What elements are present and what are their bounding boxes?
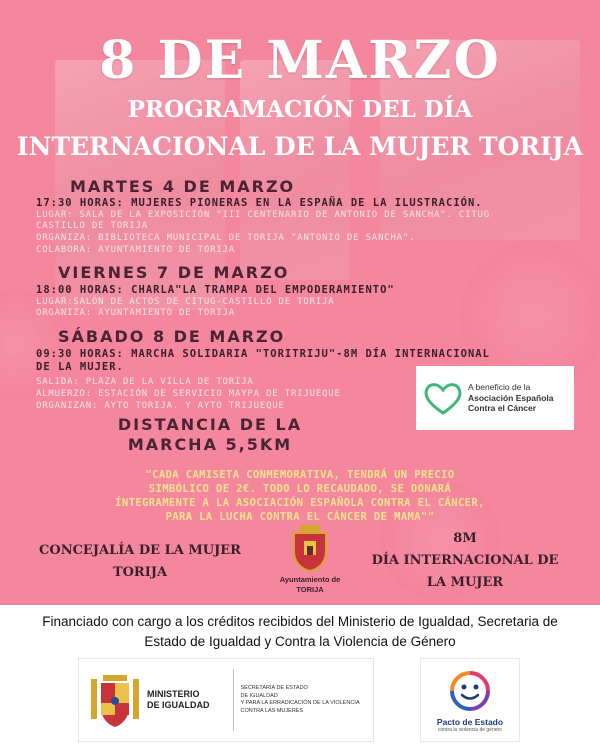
torija-crest — [270, 525, 350, 595]
aecc-heart-icon — [422, 379, 464, 417]
crest-caption-line-1: Ayuntamiento de — [279, 575, 341, 584]
event-title: DE LA MUJER. — [36, 361, 124, 373]
event-detail: ORGANIZAN: AYTO TORIJA. Y AYTO TRIJUEQUE — [36, 401, 285, 411]
funding-notice — [10, 612, 590, 652]
tshirt-line: SIMBÓLICO DE 2€. TODO LO RECAUDADO, SE DONARÁ — [148, 483, 452, 495]
distance-line-1: DISTANCIA DE LA — [117, 415, 303, 434]
event-title: 17:30 HORAS: MUJERES PIONERAS EN LA ESPAÑA DE LA ILUSTRACIÓN. — [36, 197, 483, 209]
ministerio-igualdad-logo — [78, 658, 374, 742]
concejalia-line-2: TORIJA — [112, 565, 168, 580]
event-detail: SALIDA: PLAZA DE LA VILLA DE TORIJA — [36, 377, 254, 387]
aecc-badge — [416, 366, 574, 430]
pacto-tagline: contra la violencia de género — [438, 727, 502, 733]
tshirt-line: PARA LA LUCHA CONTRA EL CÁNCER DE MAMA"" — [165, 511, 435, 523]
funding-line-2: Estado de Igualdad y Contra la Violencia de Género — [144, 634, 456, 649]
secretaria-line: SECRETARÍA DE ESTADO — [240, 685, 308, 691]
event-day-heading: SÁBADO 8 DE MARZO — [58, 327, 286, 346]
event-day-heading: MARTES 4 DE MARZO — [70, 177, 296, 196]
funding-line-1: Financiado con cargo a los créditos recibidos del Ministerio de Igualdad, Secretaria de — [42, 614, 558, 629]
event-detail: COLABORA: AYUNTAMIENTO DE TORIJA — [36, 245, 235, 255]
event-detail: ORGANIZA: AYUNTAMIENTO DE TORIJA — [36, 308, 235, 318]
ministerio-name — [147, 689, 210, 711]
march-distance — [80, 415, 340, 455]
concejalia-label — [30, 540, 250, 584]
pacto-de-estado-logo — [420, 658, 520, 742]
secretaria-line: Y PARA LA ERRADICACIÓN DE LA VIOLENCIA — [240, 700, 360, 706]
dia-line-2: DÍA INTERNACIONAL DE — [371, 553, 559, 568]
secretaria-line: DE IGUALDAD — [240, 692, 278, 699]
concejalia-line-1: CONCEJALÍA DE LA MUJER — [39, 543, 241, 558]
aecc-text — [468, 382, 554, 414]
tshirt-notice — [20, 468, 580, 524]
ministerio-name-line-1: MINISTERIO — [147, 689, 200, 699]
tshirt-line: ÍNTEGRAMENTE A LA ASOCIACIÓN ESPAÑOLA CONTRA EL CÁNCER, — [115, 497, 485, 509]
event-detail: ALMUERZO: ESTACIÓN DE SERVICIO MAYPA DE TRIJUEQUE — [36, 389, 341, 399]
background-photo-center — [240, 60, 350, 280]
dia-line-3: LA MUJER — [426, 575, 504, 590]
event-day-heading: VIERNES 7 DE MARZO — [58, 263, 290, 282]
event-detail: CASTILLO DE TORIJA — [36, 221, 148, 231]
main-title: 8 DE MARZO — [99, 30, 501, 91]
secretaria-line: CONTRA LAS MUJERES — [240, 707, 304, 714]
event-detail: LUGAR:SALÓN DE ACTOS DE CITUG-CASTILLO DE TORIJA — [36, 297, 335, 307]
ministerio-left — [79, 659, 233, 741]
crest-icon — [290, 525, 330, 571]
aecc-line-2: Asociación Española — [468, 392, 554, 403]
event-title: 18:00 HORAS: CHARLA"LA TRAMPA DEL EMPODERAMIENTO" — [36, 284, 395, 296]
dia-internacional-label — [350, 528, 580, 594]
crest-caption — [270, 575, 350, 595]
spain-coat-of-arms-icon — [89, 671, 141, 729]
subtitle-line-1: PROGRAMACIÓN DEL DÍA — [127, 96, 473, 123]
event-detail: ORGANIZA: BIBLIOTECA MUNICIPAL DE TORIJA "ANTONIO DE SANCHA". — [36, 233, 416, 243]
crest-caption-line-2: TORIJA — [296, 585, 324, 594]
tshirt-line: "CADA CAMISETA CONMEMORATIVA, TENDRÁ UN PRECIO — [145, 469, 455, 481]
subtitle-line-2: INTERNACIONAL DE LA MUJER TORIJA — [16, 132, 584, 161]
pacto-name: Pacto de Estado — [436, 717, 504, 727]
ministerio-name-line-2: DE IGUALDAD — [147, 700, 210, 710]
event-title: 09:30 HORAS: MARCHA SOLIDARIA "TORITRIJU"-8M DÍA INTERNACIONAL — [36, 348, 490, 360]
aecc-line-3: Contra el Cáncer — [468, 403, 537, 414]
secretaria-text — [233, 669, 373, 731]
pacto-logo-icon — [448, 669, 492, 713]
dia-line-1: 8M — [453, 531, 477, 546]
aecc-line-1: A beneficio de la — [468, 382, 531, 393]
event-detail: LUGAR: SALA DE LA EXPOSICIÓN "III CENTENARIO DE ANTONIO DE SANCHA". CITUG — [36, 210, 490, 220]
distance-line-2: MARCHA 5,5KM — [127, 435, 293, 454]
